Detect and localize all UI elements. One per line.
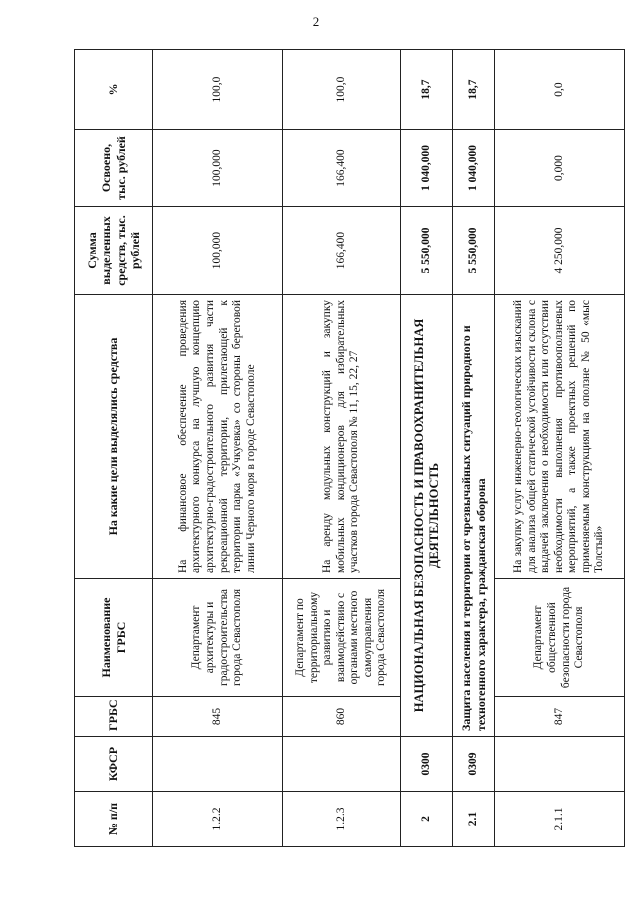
page-number: 2	[312, 14, 320, 29]
subsection-title: Защита населения и территории от чрезвычайных ситуаций природного и техногенного характера, гражданская оборона	[453, 295, 495, 737]
section-row	[401, 50, 453, 847]
row-kfsr: 0300	[401, 737, 453, 792]
header-spent: Освоено, тыс. рублей	[75, 130, 153, 207]
budget-table	[74, 49, 625, 847]
header-kfsr: КФСР	[75, 737, 153, 792]
header-num: № п/п	[75, 792, 153, 847]
header-allocated: Сумма выделенных средств, тыс. рублей	[75, 207, 153, 295]
budget-table-rotated	[74, 50, 624, 847]
row-kfsr	[283, 737, 401, 792]
section-title: НАЦИОНАЛЬНАЯ БЕЗОПАСНОСТЬ И ПРАВООХРАНИТЕЛЬНАЯ ДЕЯТЕЛЬНОСТЬ	[401, 295, 453, 737]
row-kfsr	[153, 737, 283, 792]
row-grbs-name: Департамент архитектуры и градостроительства города Севастополя	[153, 579, 283, 697]
row-percent: 18,7	[453, 50, 495, 130]
row-num: 1.2.3	[283, 792, 401, 847]
row-spent: 1 040,000	[401, 130, 453, 207]
row-spent: 166,400	[283, 130, 401, 207]
table-header-row	[75, 50, 153, 847]
row-grbs-name: Департамент общественной безопасности города Севастополя	[495, 579, 625, 697]
row-spent: 0,000	[495, 130, 625, 207]
row-grbs: 845	[153, 697, 283, 737]
row-allocated: 166,400	[283, 207, 401, 295]
table-row	[283, 50, 401, 847]
row-percent: 100,0	[283, 50, 401, 130]
row-purpose: На аренду модульных конструкций и закупку мобильных кондиционеров для избирательных участков города Севастополя № 11, 15, 22, 27	[283, 295, 401, 579]
row-allocated: 5 550,000	[453, 207, 495, 295]
row-allocated: 5 550,000	[401, 207, 453, 295]
header-grbs: ГРБС	[75, 697, 153, 737]
row-kfsr	[495, 737, 625, 792]
subsection-row	[453, 50, 495, 847]
row-spent: 1 040,000	[453, 130, 495, 207]
table-row	[495, 50, 625, 847]
row-num: 1.2.2	[153, 792, 283, 847]
row-purpose: На закупку услуг инженерно-геологических изысканий для анализа общей статической устойчивости склона с выдачей заключения о необходимости или отсутствии необходимости выполнения противооползневых мероприятий, а также проектных решений по применяемым конструкциям на оползне № 50 «мыс Толстый»	[495, 295, 625, 579]
row-grbs: 860	[283, 697, 401, 737]
row-percent: 100,0	[153, 50, 283, 130]
row-percent: 0,0	[495, 50, 625, 130]
row-kfsr: 0309	[453, 737, 495, 792]
row-num: 2.1	[453, 792, 495, 847]
row-num: 2	[401, 792, 453, 847]
row-allocated: 100,000	[153, 207, 283, 295]
row-num: 2.1.1	[495, 792, 625, 847]
row-spent: 100,000	[153, 130, 283, 207]
table-row	[153, 50, 283, 847]
row-percent: 18,7	[401, 50, 453, 130]
row-grbs-name: Департамент по территориальному развитию и взаимодействию с органами местного самоуправления города Севастополя	[283, 579, 401, 697]
row-allocated: 4 250,000	[495, 207, 625, 295]
header-grbs-name: Наименование ГРБС	[75, 579, 153, 697]
header-percent: %	[75, 50, 153, 130]
row-purpose: На финансовое обеспечение проведения архитектурного конкурса на лучшую концепцию архитектурно-градостроительного развития части рекреационной территории, прилегающей к территории парка «Учкуевка» со стороны береговой линии Черного моря в городе Севастополе	[153, 295, 283, 579]
row-grbs: 847	[495, 697, 625, 737]
header-purpose: На какие цели выделялись средства	[75, 295, 153, 579]
